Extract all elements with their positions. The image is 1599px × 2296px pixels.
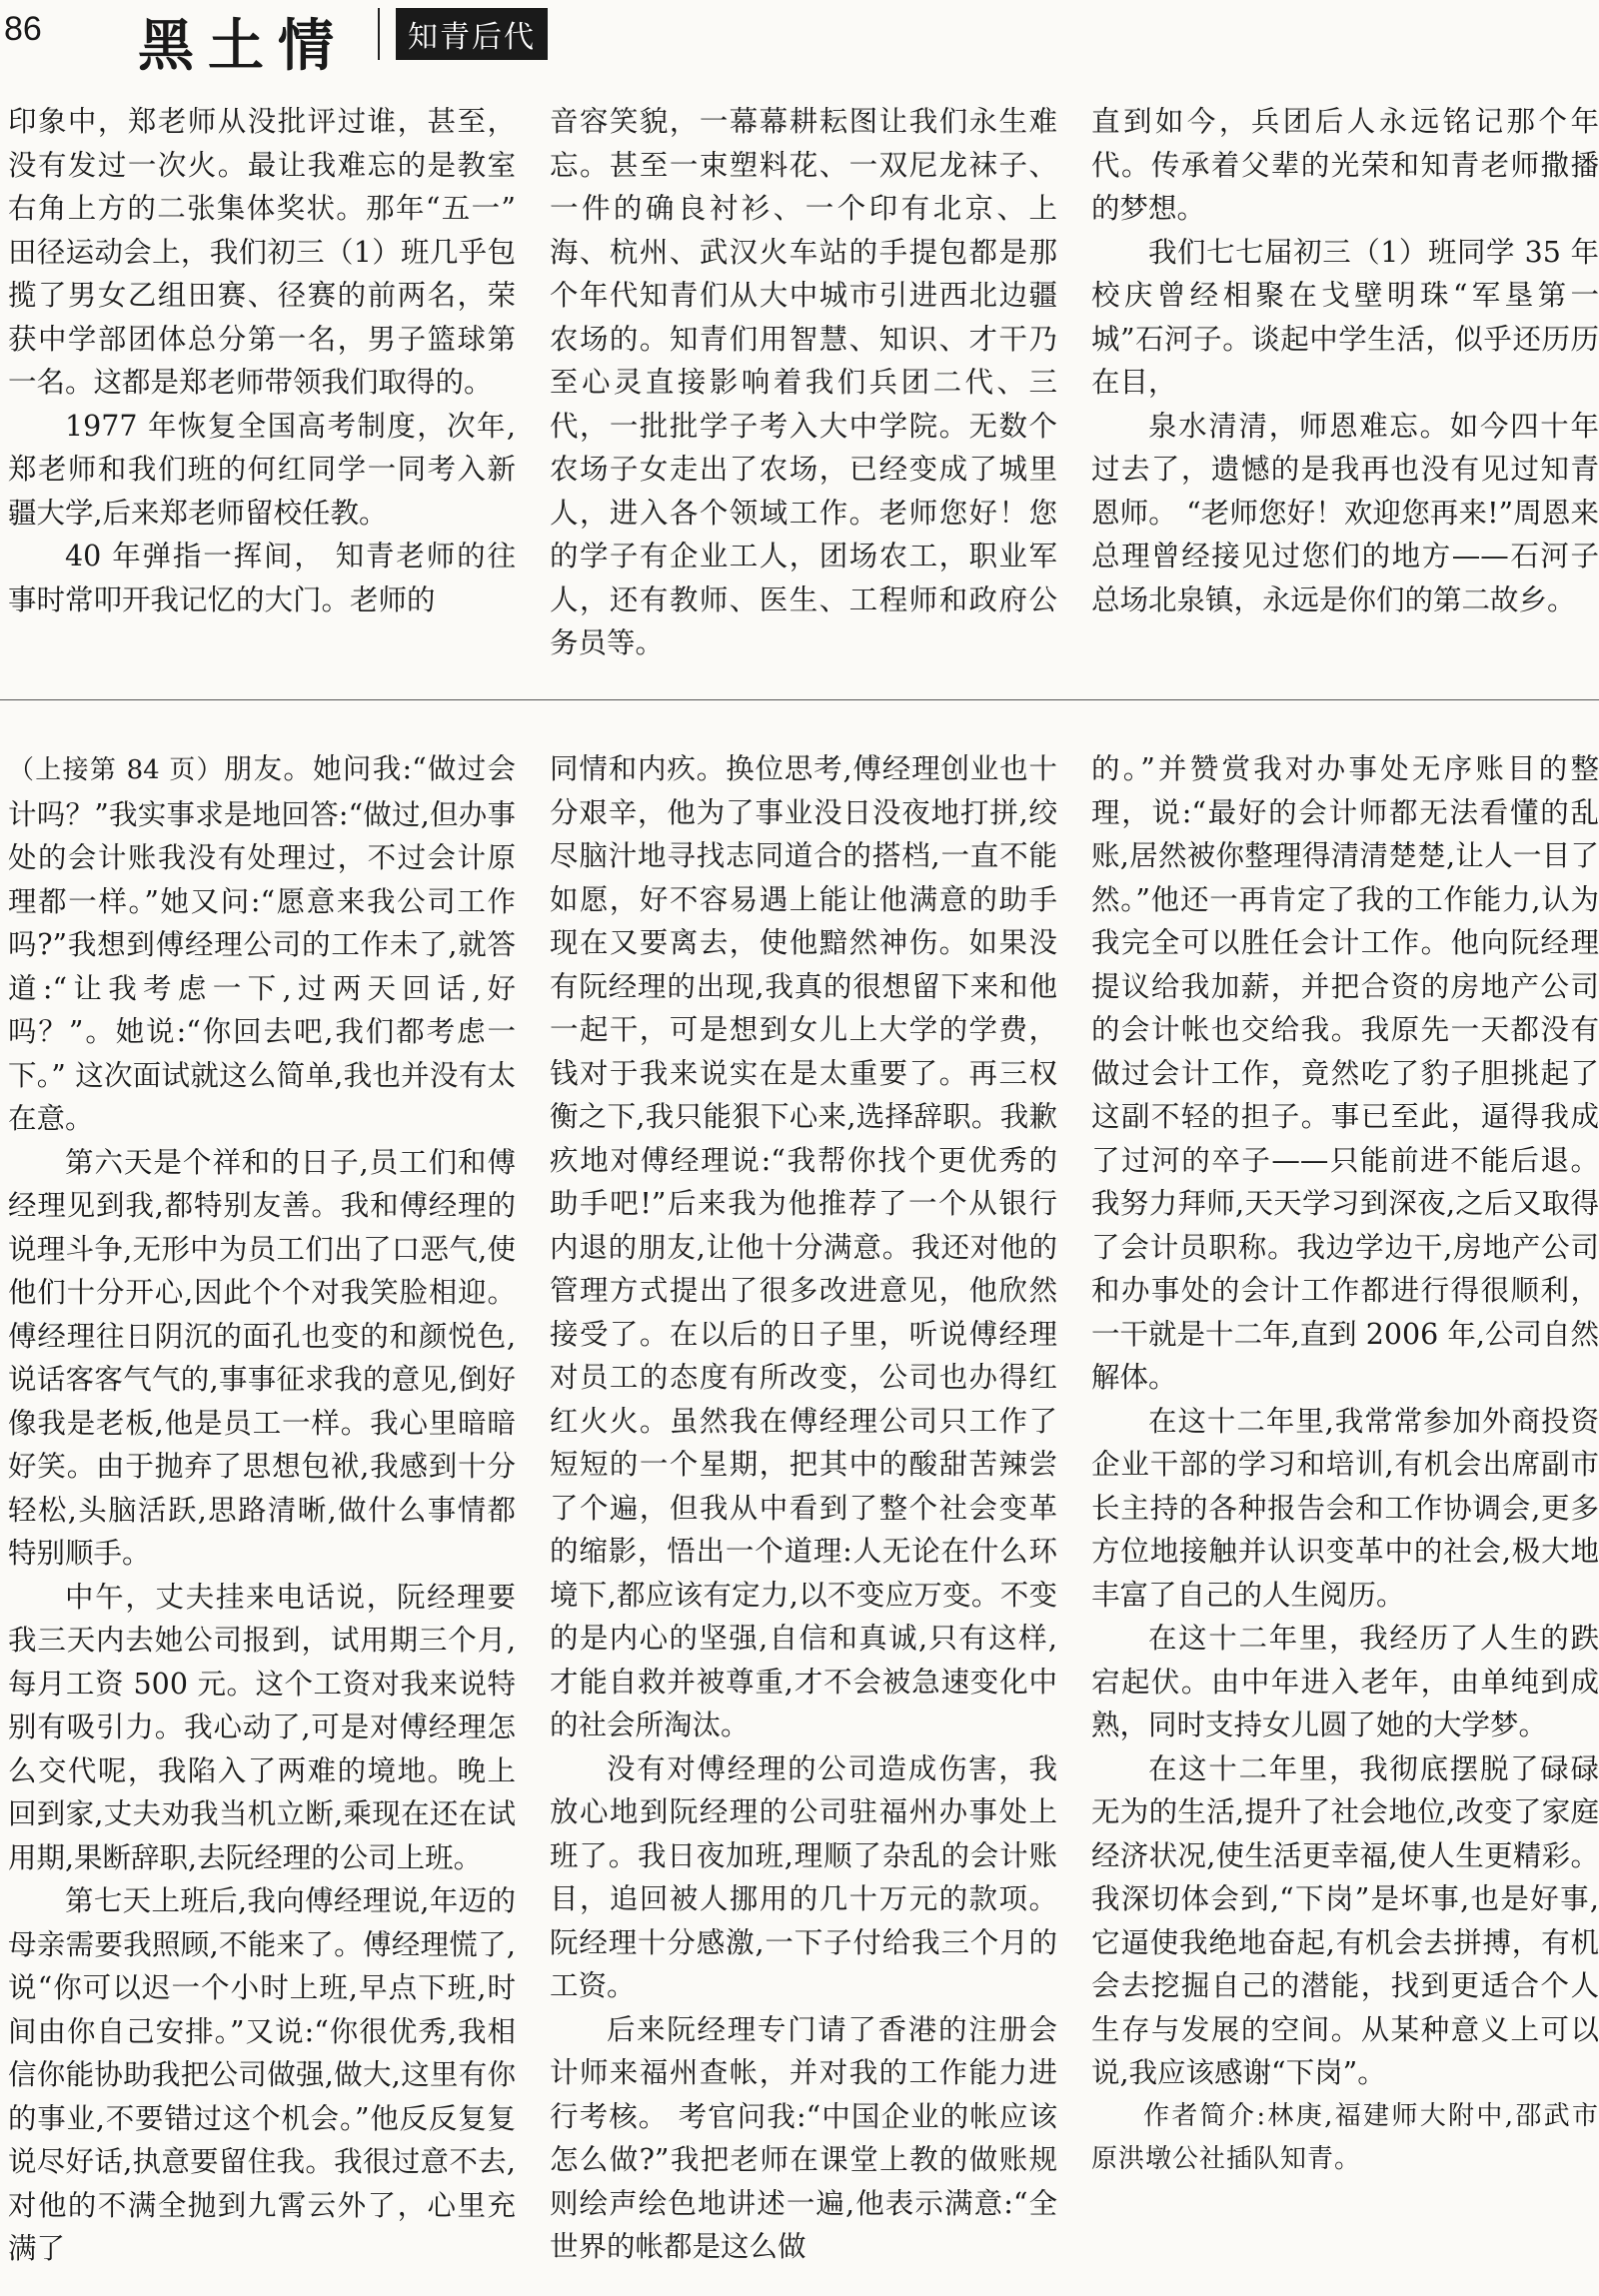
paragraph: 在这十二年里，我经历了人生的跌宕起伏。由中年进入老年，由单纯到成熟，同时支持女儿圆了她的大学梦。 bbox=[1091, 1622, 1599, 1741]
paragraph: 后来阮经理专门请了香港的注册会计师来福州查帐，并对我的工作能力进行考核。 考官问我:“中国企业的帐应该怎么做?”我把老师在课堂上教的做账规则绘声绘色地讲述一遍,他表示满意:“全世界的帐都是这么做 bbox=[550, 2012, 1057, 2263]
top-column-2 bbox=[550, 100, 1057, 669]
page-number: 86 bbox=[4, 10, 42, 48]
paragraph: 直到如今，兵团后人永远铭记那个年代。传承着父辈的光荣和知青老师撒播的梦想。 bbox=[1091, 105, 1599, 225]
header-divider bbox=[378, 8, 380, 60]
top-column-1 bbox=[8, 100, 516, 669]
paragraph: 泉水清清，师恩难忘。如今四十年过去了，遗憾的是我再也没有见过知青恩师。 “老师您好！欢迎您再来!”周恩来总理曾经接见过您们的地方——石河子总场北泉镇，永远是你们的第二故乡。 bbox=[1091, 409, 1599, 616]
section-divider bbox=[0, 699, 1599, 700]
paragraph: 音容笑貌，一幕幕耕耘图让我们永生难忘。甚至一束塑料花、一双尼龙袜子、一件的确良衬衫、一个印有北京、上海、杭州、武汉火车站的手提包都是那个年代知青们从大中城市引进西北边疆农场的。知青们用智慧、知识、才干乃至心灵直接影响着我们兵团二代、三代，一批批学子考入大中学院。无数个农场子女走出了农场，已经变成了城里人，进入各个领域工作。老师您好！您的学子有企业工人，团场农工，职业军人，还有教师、医生、工程师和政府公务员等。 bbox=[550, 105, 1057, 659]
paragraph: 40 年弹指一挥间， 知青老师的往事时常叩开我记忆的大门。老师的 bbox=[8, 540, 516, 616]
paragraph: 的。”并赞赏我对办事处无序账目的整理，说:“最好的会计师都无法看懂的乱账,居然被你整理得清清楚楚,让人一目了然。”他还一再肯定了我的工作能力,认为我完全可以胜任会计工作。他向阮经理提议给我加薪，并把合资的房地产公司的会计帐也交给我。我原先一天都没有做过会计工作，竟然吃了豹子胆挑起了这副不轻的担子。事已至此，逼得我成了过河的卒子——只能前进不能后退。我努力拜师,天天学习到深夜,之后又取得了会计员职称。我边学边干,房地产公司和办事处的会计工作都进行得很顺利，一干就是十二年,直到 2006 年,公司自然解体。 bbox=[1091, 752, 1599, 1394]
author-note: 作者简介:林庚,福建师大附中,邵武市原洪墩公社插队知青。 bbox=[1091, 2100, 1599, 2174]
paragraph: 在这十二年里,我常常参加外商投资企业干部的学习和培训,有机会出席副市长主持的各种报告会和工作协调会,更多方位地接触并认识变革中的社会,极大地丰富了自己的人生阅历。 bbox=[1091, 1404, 1599, 1612]
paragraph: 中午，丈夫挂来电话说，阮经理要我三天内去她公司报到，试用期三个月,每月工资 500 元。这个工资对我来说特别有吸引力。我心动了,可是对傅经理怎么交代呢，我陷入了两难的境地。晚上回到家,丈夫劝我当机立断,乘现在还在试用期,果断辞职,去阮经理的公司上班。 bbox=[8, 1580, 516, 1874]
page-header bbox=[0, 0, 1599, 79]
paragraph-text: 朋友。她问我:“做过会计吗？”我实事求是地回答:“做过,但办事处的会计账我没有处理过，不过会计原理都一样。”她又问:“愿意来我公司工作吗?”我想到傅经理公司的工作未了,就答道:“让我考虑一下,过两天回话,好吗？”。她说:“你回去吧,我们都考虑一下。” 这次面试就这么简单,我也并没有太在意。 bbox=[8, 752, 516, 1135]
paragraph: 1977 年恢复全国高考制度，次年,郑老师和我们班的何红同学一同考入新疆大学,后来郑老师留校任教。 bbox=[8, 409, 516, 530]
bottom-column-2 bbox=[550, 747, 1057, 2296]
paragraph: 第七天上班后,我向傅经理说,年迈的母亲需要我照顾,不能来了。傅经理慌了,说“你可以迟一个小时上班,早点下班,时间由你自己安排。”又说:“你很优秀,我相信你能协助我把公司做强,做大,这里有你的事业,不要错过这个机会。”他反反复复说尽好话,执意要留住我。我很过意不去,对他的不满全抛到九霄云外了，心里充满了 bbox=[8, 1884, 516, 2265]
paragraph: 同情和内疚。换位思考,傅经理创业也十分艰辛，他为了事业没日没夜地打拼,绞尽脑汁地寻找志同道合的搭档,一直不能如愿，好不容易遇上能让他满意的助手现在又要离去，使他黯然神伤。如果没有阮经理的出现,我真的很想留下来和他一起干，可是想到女儿上大学的学费，钱对于我来说实在是太重要了。再三权衡之下,我只能狠下心来,选择辞职。我歉疚地对傅经理说:“我帮你找个更优秀的助手吧!”后来我为他推荐了一个从银行内退的朋友,让他十分满意。我还对他的管理方式提出了很多改进意见，他欣然接受了。在以后的日子里，听说傅经理对员工的态度有所改变，公司也办得红红火火。虽然我在傅经理公司只工作了短短的一个星期，把其中的酸甜苦辣尝了个遍，但我从中看到了整个社会变革的缩影，悟出一个道理:人无论在什么环境下,都应该有定力,以不变应万变。不变的是内心的坚强,自信和真诚,只有这样,才能自救并被尊重,才不会被急速变化中的社会所淘汰。 bbox=[550, 752, 1057, 1741]
paragraph: 没有对傅经理的公司造成伤害，我放心地到阮经理的公司驻福州办事处上班了。我日夜加班,理顺了杂乱的会计账目，追回被人挪用的几十万元的款项。阮经理十分感激,一下子付给我三个月的工资。 bbox=[550, 1751, 1057, 2002]
continued-note: （上接第 84 页） bbox=[8, 755, 224, 785]
bottom-column-3 bbox=[1091, 747, 1599, 2296]
magazine-title: 黑土情 bbox=[138, 13, 348, 79]
paragraph: 在这十二年里，我彻底摆脱了碌碌无为的生活,提升了社会地位,改变了家庭经济状况,使生活更幸福,使人生更精彩。我深切体会到,“下岗”是坏事,也是好事,它逼使我绝地奋起,有机会去拼搏，有机会去挖掘自己的潜能，找到更适合个人生存与发展的空间。从某种意义上可以说,我应该感谢“下岗”。 bbox=[1091, 1751, 1599, 2089]
paragraph: 印象中，郑老师从没批评过谁，甚至，没有发过一次火。最让我难忘的是教室右角上方的二张集体奖状。那年“五一” 田径运动会上，我们初三（1）班几乎包揽了男女乙组田赛、径赛的前两名，荣获中学部团体总分第一名，男子篮球第一名。这都是郑老师带领我们取得的。 bbox=[8, 105, 516, 399]
paragraph bbox=[8, 747, 516, 1141]
bottom-column-1 bbox=[8, 747, 516, 2296]
top-column-3 bbox=[1091, 100, 1599, 669]
paragraph: 我们七七届初三（1）班同学 35 年校庆曾经相聚在戈壁明珠“军垦第一城”石河子。谈起中学生活，似乎还历历在目， bbox=[1091, 235, 1599, 399]
section-tag: 知青后代 bbox=[396, 8, 548, 60]
paragraph: 第六天是个祥和的日子,员工们和傅经理见到我,都特别友善。我和傅经理的说理斗争,无形中为员工们出了口恶气,使他们十分开心,因此个个对我笑脸相迎。傅经理往日阴沉的面孔也变的和颜悦色,说话客客气气的,事事征求我的意见,倒好像我是老板,他是员工一样。我心里暗暗好笑。由于抛弃了思想包袱,我感到十分轻松,头脑活跃,思路清晰,做什么事情都特别顺手。 bbox=[8, 1145, 516, 1570]
